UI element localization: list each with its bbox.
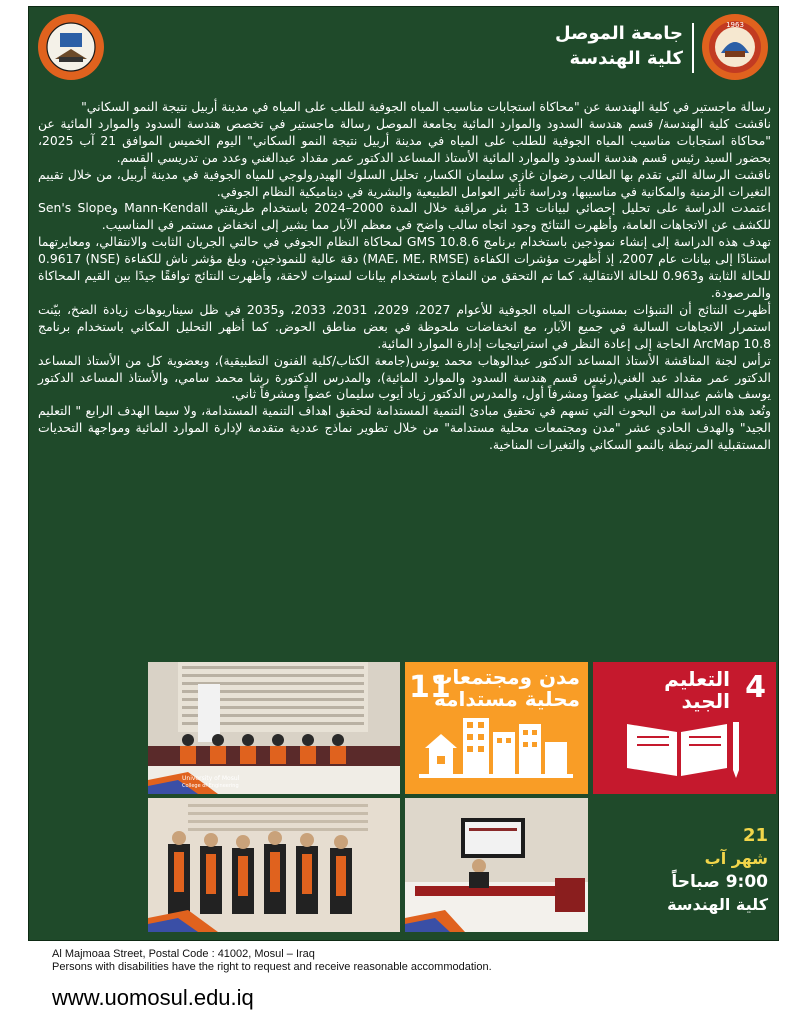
paragraph-intro: ناقشت كلية الهندسة/ قسم هندسة السدود والموارد المائية بجامعة الموصل رسالة ماجستير في تخصص هندسة السدود والموارد المائية عن "محاكاة استجابات مناسيب المياه الجوفية للطلب على المياه في مدينة أربيل نتيجة النمو السكاني" اليوم الخميس الموافق 21 آب 2025، بحضور السيد رئيس قسم هندسة السدود والموارد المائية الأستاذ المساعد الدكتور عمر مقداد عبدالغني وعدد من تدريسي القسم.	[38, 115, 771, 165]
sdg-goal-11-tile	[405, 662, 588, 794]
university-name: جامعة الموصل	[555, 23, 683, 44]
event-time: 9:00 صباحاً	[671, 872, 768, 892]
university-seal-icon	[701, 13, 769, 81]
header-title	[555, 21, 683, 71]
book-icon	[593, 662, 776, 794]
sdg-4-number: 4	[745, 670, 766, 705]
paragraph-method: اعتمدت الدراسة على تحليل إحصائي لبيانات 13 بئر مراقبة خلال المدة 2000–2024 باستخدام طريقتي Mann-Kendall وSen's Slope للكشف عن الاتجاهات العامة، وأظهرت النتائج وجود اتجاه سالب واضح في معظم الآبار مما يشير إلى انخفاض مستمر في المناسيب.	[38, 200, 771, 233]
sdg-11-number: 11	[409, 670, 451, 705]
event-month: شهر آب	[704, 849, 768, 868]
poster-header	[29, 7, 778, 91]
sdg-goal-4-tile	[593, 662, 776, 794]
footer-accommodation: Persons with disabilities have the right to request and receive reasonable accommodation.	[52, 961, 492, 973]
paragraph-sdg: وتُعد هذه الدراسة من البحوث التي تسهم في تحقيق مبادئ التنمية المستدامة لتحقيق اهداف التنمية المستدامة، ولا سيما الهدف الرابع " التعليم الجيد" والهدف الحادي عشر "مدن ومجتمعات محلية مستدامة" من خلال تطوير نماذج عددية متقدمة لإدارة الموارد المائية ومواجهة التحديات المستقبلية المرتبطة بالنمو السكاني والتغيرات المناخية.	[38, 403, 771, 453]
college-logo-icon	[37, 13, 105, 81]
news-poster	[28, 6, 779, 941]
photo-banner-text: University of Mosul	[182, 775, 240, 782]
event-place: كلية الهندسة	[667, 895, 768, 914]
photo-banner-sub: College of Engineering	[182, 783, 239, 789]
paragraph-model: تهدف هذه الدراسة إلى إنشاء نموذجين باستخدام برنامج GMS 10.8.6 لمحاكاة النظام الجوفي في حالتي الجريان الثابت والانتقالي، ومعايرتهما استنادًا إلى بيانات عام 2007، إذ أظهرت مؤشرات الكفاءة (MAE، ME، RMSE) دقة عالية للنموذجين، وبلغ مؤشر ناش للكفاءة (NSE) 0.9617 للحالة الثابتة و0.963 للحالة الانتقالية. كما تم التحقق من النماذج باستخدام بيانات لسنوات لاحقة، وأظهرت النتائج توافقًا جيدًا بين القيم المحاكاة والمرصودة.	[38, 234, 772, 300]
sdg-4-label-2: الجيد	[681, 689, 730, 713]
article-body	[38, 99, 771, 659]
sdg-11-label-2: محلية مستدامة	[433, 687, 580, 711]
college-logo	[37, 13, 105, 81]
paragraph-title: رسالة ماجستير في كلية الهندسة عن "محاكاة استجابات مناسيب المياه الجوفية للطلب على المياه في مدينة أربيل نتيجة النمو السكاني"	[81, 99, 771, 114]
footer-address: Al Majmoaa Street, Postal Code : 41002, Mosul – Iraq	[52, 948, 315, 960]
photo-committee-seated	[148, 662, 400, 794]
photo-presentation	[405, 798, 588, 932]
university-seal	[701, 13, 769, 81]
event-day: 21	[742, 825, 768, 846]
paragraph-results: أظهرت النتائج أن التنبؤات بمستويات المياه الجوفية للأعوام 2027، 2029، 2031، 2033، و2035 في ظل سيناريوهات زيادة الضخ، بيّنت استمرار الاتجاهات السالبة في جميع الآبار، مع انخفاضات ملحوظة في بعض مناطق الحوض. كما أظهر التحليل المكاني باستخدام برنامج ArcMap 10.8 الحاجة إلى إعادة النظر في استراتيجيات إدارة الموارد المائية.	[38, 301, 771, 351]
city-icon	[405, 662, 588, 794]
event-info	[656, 824, 768, 916]
paragraph-committee: ترأس لجنة المناقشة الأستاذ المساعد الدكتور عبدالوهاب محمد يونس(جامعة الكتاب/كلية الفنون التطبيقية)، وبعضوية كل من الأستاذ المساعد الدكتور عمر مقداد عبد الغني(رئيس قسم هندسة السدود والموارد المائية)، والمدرس الدكتورة رشا محمد سامي، والأستاذ المساعد الدكتور يوسف هاشم عبدالله العقيلي عضواً ومشرفاً أول، والمدرس الدكتور زياد أيوب سليمان عضواً ومشرفاً ثاني.	[38, 352, 771, 402]
header-divider	[692, 23, 694, 73]
college-name: كلية الهندسة	[569, 48, 683, 69]
seal-year: 1963	[726, 21, 744, 29]
sdg-4-label-1: التعليم	[664, 667, 730, 691]
photo-committee-standing	[148, 798, 400, 932]
footer-website-link[interactable]: www.uomosul.edu.iq	[52, 985, 254, 1010]
sdg-11-label-1: مدن ومجتمعات	[432, 665, 580, 689]
paragraph-student: ناقشت الرسالة التي تقدم بها الطالب رضوان غازي سليمان الكسار، تحليل السلوك الهيدرولوجي للمياه الجوفية في مدينة أربيل، من خلال تقييم التغيرات الزمنية والمكانية في مناسيبها، ودراسة تأثير العوامل الطبيعية والبشرية في ديناميكية النظام الجوفي.	[38, 166, 771, 199]
page-footer	[52, 948, 492, 1012]
